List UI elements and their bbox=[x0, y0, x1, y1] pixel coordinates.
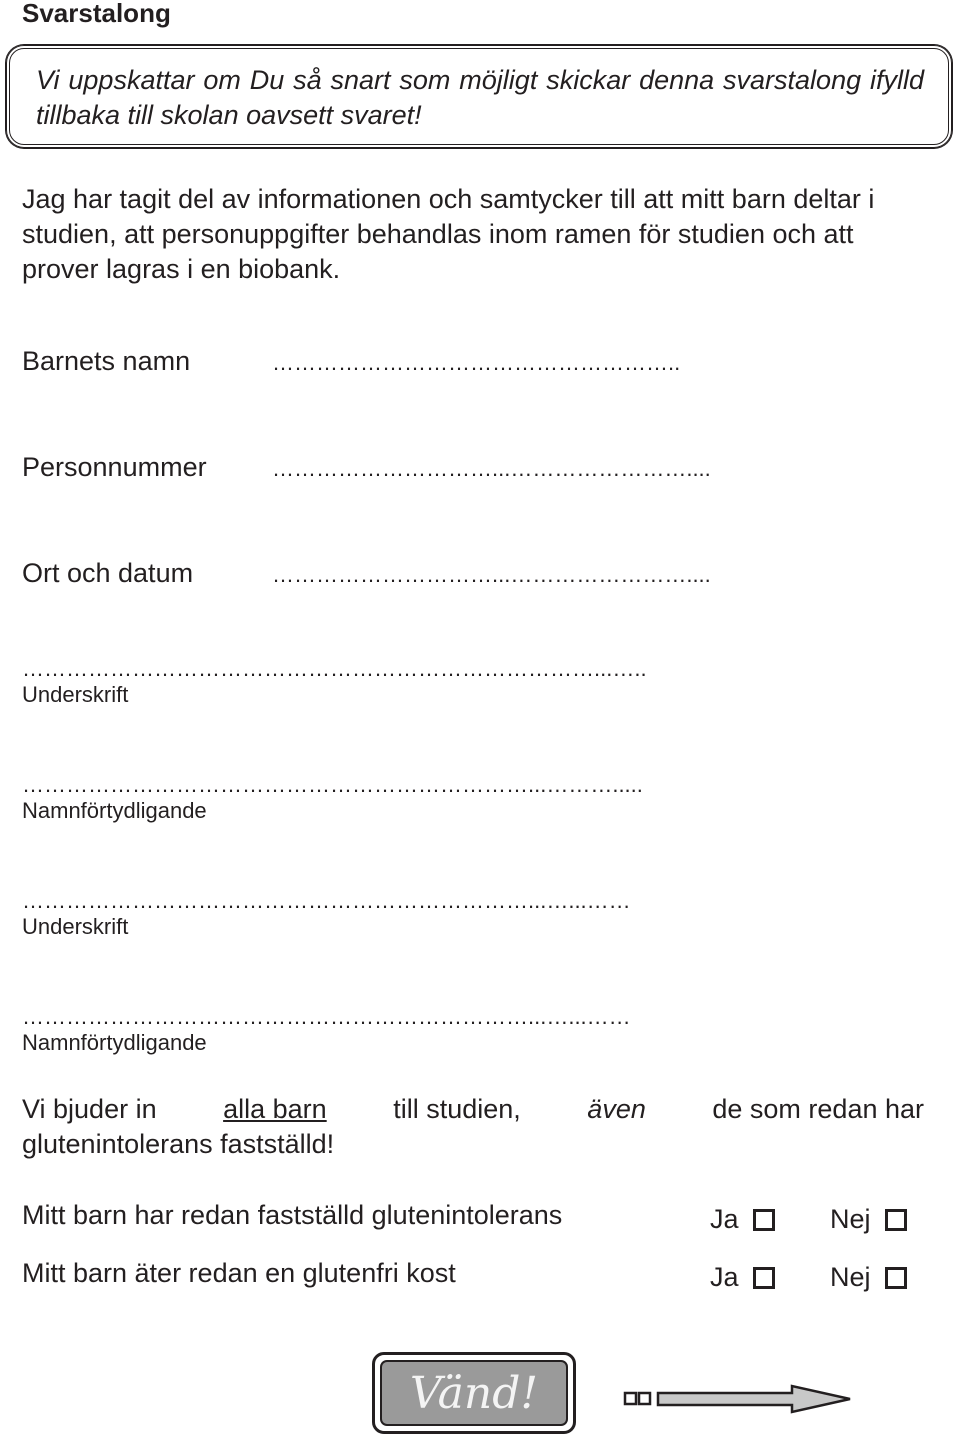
no-label: Nej bbox=[830, 1262, 871, 1292]
name-clarification-label-2: Namnförtydligande bbox=[22, 1030, 207, 1055]
invite-part1: Vi bjuder in bbox=[22, 1094, 157, 1124]
yes-label: Ja bbox=[710, 1262, 739, 1292]
personal-number-line[interactable]: …………………………...…………………….... bbox=[272, 456, 711, 481]
field-label-place-date: Ort och datum bbox=[22, 558, 194, 588]
notice-text: Vi uppskattar om Du så snart som möjligt skickar denna svarstalong ifylld tillbaka till skolan oavsett svaret! bbox=[36, 65, 924, 130]
signature-label-1: Underskrift bbox=[22, 682, 129, 707]
invite-underlined: alla barn bbox=[223, 1094, 327, 1124]
invite-line2: glutenintolerans fastställd! bbox=[22, 1129, 335, 1159]
signature-line-2[interactable]: ……………………………………………………………...…...…… bbox=[22, 888, 631, 913]
place-date-line[interactable]: …………………………...…………………….... bbox=[272, 562, 711, 587]
turn-page-button[interactable] bbox=[372, 1352, 576, 1434]
signature-line-1[interactable]: ……………………………………………………………………...….. bbox=[22, 656, 647, 681]
signature-label-2: Underskrift bbox=[22, 914, 129, 939]
child-name-line[interactable]: ……………………………………………….. bbox=[272, 350, 681, 375]
turn-page-button-face bbox=[380, 1360, 568, 1426]
option-diagnosed-yes[interactable] bbox=[710, 1204, 775, 1235]
consent-statement: Jag har tagit del av informationen och samtycker till att mitt barn deltar i studien, att personuppgifter behandlas inom ramen för studien och att prover lagras i en biobank. bbox=[22, 184, 875, 284]
question-gluten-free: Mitt barn äter redan en glutenfri kost bbox=[22, 1258, 456, 1288]
question-diagnosed: Mitt barn har redan fastställd glutenintolerans bbox=[22, 1200, 563, 1230]
name-clarification-line-2[interactable]: ……………………………………………………………...…...…… bbox=[22, 1004, 631, 1029]
no-label: Nej bbox=[830, 1204, 871, 1234]
form-title: Svarstalong bbox=[22, 0, 171, 28]
field-label-child-name: Barnets namn bbox=[22, 346, 191, 376]
name-clarification-line-1[interactable]: ……………………………………………………………...………..... bbox=[22, 772, 643, 797]
option-gluten-free-yes[interactable] bbox=[710, 1262, 775, 1293]
checkbox-diagnosed-yes[interactable] bbox=[753, 1209, 775, 1231]
invite-italic: även bbox=[587, 1094, 646, 1124]
checkbox-gluten-free-yes[interactable] bbox=[753, 1267, 775, 1289]
name-clarification-label-1: Namnförtydligande bbox=[22, 798, 207, 823]
field-label-personal-number: Personnummer bbox=[22, 452, 207, 482]
checkbox-gluten-free-no[interactable] bbox=[885, 1267, 907, 1289]
invite-text bbox=[22, 1092, 924, 1162]
invite-part2: till studien, bbox=[393, 1094, 521, 1124]
yes-label: Ja bbox=[710, 1204, 739, 1234]
turn-page-label: Vänd! bbox=[409, 1367, 539, 1419]
option-gluten-free-no[interactable] bbox=[830, 1262, 907, 1293]
checkbox-diagnosed-no[interactable] bbox=[885, 1209, 907, 1231]
option-diagnosed-no[interactable] bbox=[830, 1204, 907, 1235]
next-page-arrow-icon bbox=[620, 1380, 860, 1420]
invite-part3: de som redan har bbox=[712, 1094, 924, 1124]
